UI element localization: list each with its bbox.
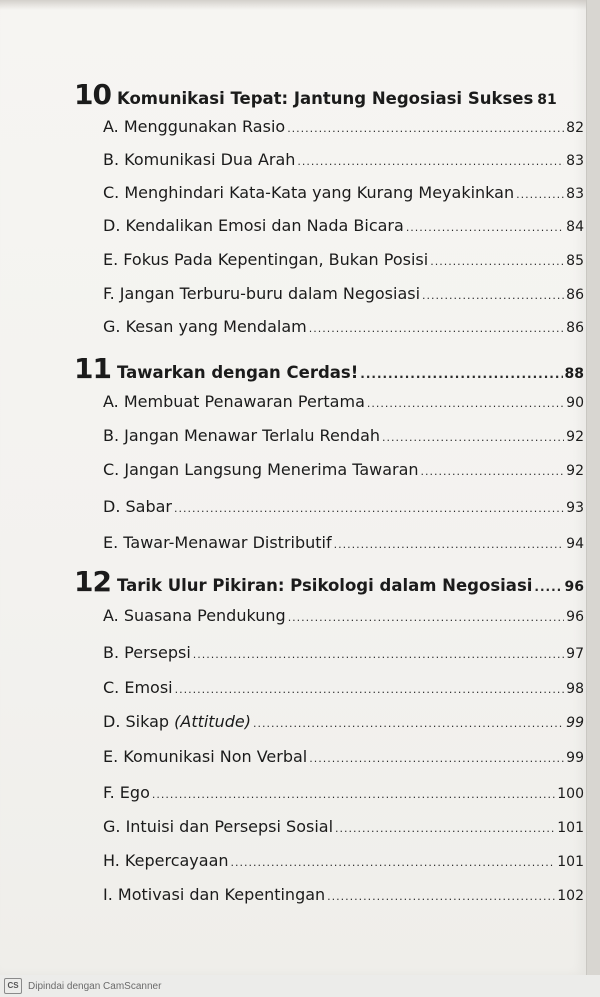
- leader-dots: [152, 788, 555, 801]
- leader-dots: [422, 289, 564, 302]
- entry-title: F. Ego: [103, 783, 150, 802]
- scanner-watermark-text: Dipindai dengan CamScanner: [28, 980, 162, 992]
- leader-dots: [174, 502, 564, 515]
- toc-entry: [0, 284, 584, 303]
- leader-dots: [335, 822, 555, 835]
- leader-dots: [516, 188, 564, 201]
- entry-page-number: 84: [566, 219, 584, 235]
- toc-entry: [0, 497, 584, 516]
- entry-title: G. Kesan yang Mendalam: [103, 317, 307, 336]
- chapter-page-number: 88: [564, 366, 584, 382]
- chapter-title: Tarik Ulur Pikiran: Psikologi dalam Negosiasi: [116, 576, 533, 595]
- toc-entry: [0, 150, 584, 169]
- entry-title: D. Kendalikan Emosi dan Nada Bicara: [103, 216, 404, 235]
- entry-page-number: 83: [566, 153, 584, 169]
- chapter-row: [0, 565, 584, 598]
- entry-page-number: 92: [566, 429, 584, 445]
- chapter-title: Tawarkan dengan Cerdas!: [116, 363, 359, 382]
- entry-page-number: 90: [566, 395, 584, 411]
- entry-page-number: 101: [557, 854, 584, 870]
- entry-page-number: 86: [566, 287, 584, 303]
- page-top-shadow: [0, 0, 586, 10]
- entry-page-number: 86: [566, 320, 584, 336]
- leader-dots: [231, 856, 556, 869]
- leader-dots: [334, 538, 565, 551]
- entry-title: I. Motivasi dan Kepentingan: [103, 885, 326, 904]
- entry-title: B. Persepsi: [103, 643, 191, 662]
- entry-title: E. Fokus Pada Kepentingan, Bukan Posisi: [103, 250, 429, 269]
- entry-page-number: 99: [566, 750, 584, 766]
- entry-page-number: 101: [557, 820, 584, 836]
- entry-title: C. Emosi: [103, 678, 173, 697]
- leader-dots: [367, 397, 564, 410]
- toc-entry: [0, 117, 584, 136]
- camscanner-logo-icon: CS: [4, 978, 22, 994]
- chapter-number: 12: [74, 565, 111, 598]
- leader-dots: [288, 611, 564, 624]
- entry-title: A. Suasana Pendukung: [103, 606, 286, 625]
- entry-title: [103, 712, 251, 731]
- chapter-page-number: 81: [537, 92, 557, 108]
- scanner-footer: [0, 975, 600, 997]
- leader-dots: [360, 367, 562, 381]
- toc-entry: [0, 817, 584, 836]
- toc-entry: [0, 851, 584, 870]
- entry-title: E. Tawar-Menawar Distributif: [103, 533, 332, 552]
- entry-title: G. Intuisi dan Persepsi Sosial: [103, 817, 334, 836]
- toc-entry: [0, 712, 584, 731]
- entry-title: B. Komunikasi Dua Arah: [103, 150, 296, 169]
- chapter-row: [0, 78, 557, 111]
- chapter-row: [0, 352, 584, 385]
- toc-entry: [0, 747, 584, 766]
- chapter-number: 11: [74, 352, 111, 385]
- entry-page-number: 97: [566, 646, 584, 662]
- leader-dots: [297, 155, 564, 168]
- leader-dots: [193, 648, 564, 661]
- entry-page-number: 92: [566, 463, 584, 479]
- toc-entry: [0, 460, 584, 479]
- entry-page-number: 99: [566, 715, 584, 731]
- leader-dots: [421, 465, 565, 478]
- leader-dots: [253, 717, 564, 730]
- chapter-title: Komunikasi Tepat: Jantung Negosiasi Sukses: [116, 89, 534, 108]
- toc-entry: [0, 216, 584, 235]
- entry-page-number: 82: [566, 120, 584, 136]
- toc-entry: [0, 250, 584, 269]
- entry-page-number: 102: [557, 888, 584, 904]
- entry-page-number: 100: [557, 786, 584, 802]
- entry-page-number: 94: [566, 536, 584, 552]
- leader-dots: [175, 683, 565, 696]
- entry-title: D. Sabar: [103, 497, 172, 516]
- entry-title: A. Menggunakan Rasio: [103, 117, 286, 136]
- leader-dots: [430, 255, 564, 268]
- entry-title-italic: (Attitude): [174, 712, 251, 731]
- leader-dots: [309, 322, 564, 335]
- entry-title: A. Membuat Penawaran Pertama: [103, 392, 365, 411]
- entry-title: F. Jangan Terburu-buru dalam Negosiasi: [103, 284, 421, 303]
- chapter-number: 10: [74, 78, 111, 111]
- entry-page-number: 96: [566, 609, 584, 625]
- leader-dots: [327, 890, 555, 903]
- toc-entry: [0, 426, 584, 445]
- toc-entry: [0, 606, 584, 625]
- entry-page-number: 85: [566, 253, 584, 269]
- entry-title: H. Kepercayaan: [103, 851, 229, 870]
- entry-title-main: D. Sikap: [103, 712, 175, 731]
- entry-title: B. Jangan Menawar Terlalu Rendah: [103, 426, 381, 445]
- toc-entry: [0, 533, 584, 552]
- entry-page-number: 98: [566, 681, 584, 697]
- entry-title: C. Menghindari Kata-Kata yang Kurang Meyakinkan: [103, 183, 515, 202]
- leader-dots: [534, 580, 562, 594]
- entry-page-number: 83: [566, 186, 584, 202]
- entry-title: E. Komunikasi Non Verbal: [103, 747, 308, 766]
- entry-page-number: 93: [566, 500, 584, 516]
- leader-dots: [382, 431, 564, 444]
- entry-title: C. Jangan Langsung Menerima Tawaran: [103, 460, 419, 479]
- leader-dots: [287, 122, 564, 135]
- toc-entry: [0, 392, 584, 411]
- toc-entry: [0, 183, 584, 202]
- leader-dots: [406, 221, 564, 234]
- toc-entry: [0, 643, 584, 662]
- toc-entry: [0, 678, 584, 697]
- leader-dots: [309, 752, 564, 765]
- toc-entry: [0, 885, 584, 904]
- chapter-page-number: 96: [564, 579, 584, 595]
- toc-entry: [0, 317, 584, 336]
- toc-entry: [0, 783, 584, 802]
